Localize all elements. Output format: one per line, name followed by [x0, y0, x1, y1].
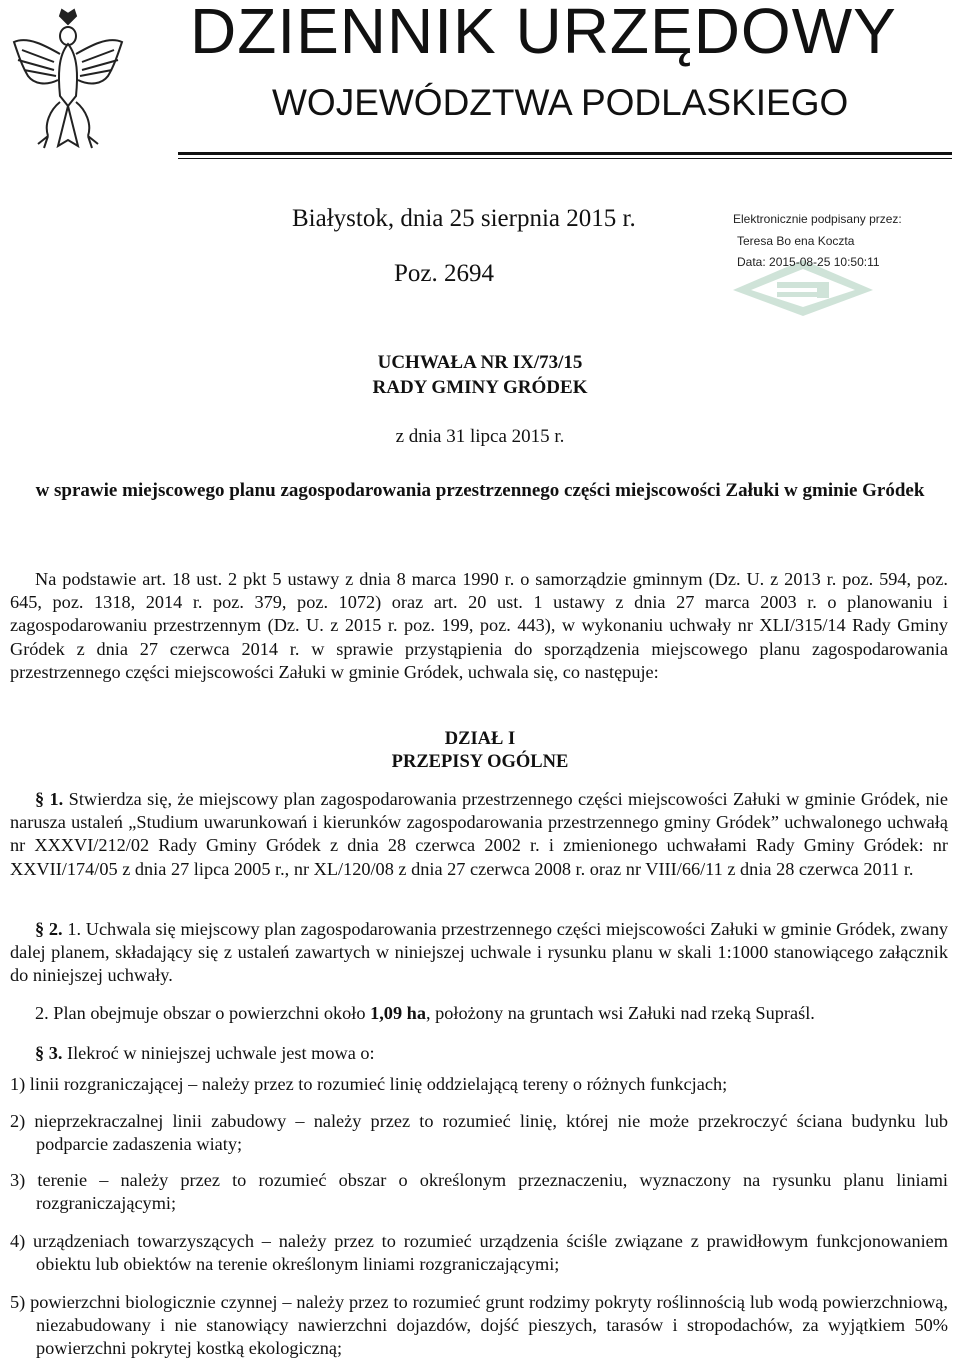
masthead-subtitle: WOJEWÓDZTWA PODLASKIEGO: [272, 82, 849, 123]
definition-item: 5) powierzchni biologicznie czynnej – należy przez to rozumieć grunt rodzimy pokryty roślinnością lub wodą powierzchniową, niezabudowany i nie stanowiący nawierzchni dojazdów, dojść pieszych, tarasów i stropodachów, za wyjątkiem 50% powierzchni pokrytej kostką ekologiczną;: [10, 1292, 948, 1359]
paragraph-2: [10, 918, 948, 988]
paragraph-3-text: Ilekroć w niniejszej uchwale jest mowa o:: [67, 1043, 375, 1063]
masthead-title: DZIENNIK URZĘDOWY: [190, 0, 897, 67]
issue-place-date: Białystok, dnia 25 sierpnia 2015 r.: [292, 205, 636, 232]
eagle-emblem-icon: [8, 6, 128, 154]
definition-item: 3) terenie – należy przez to rozumieć obszar o określonym przeznaczeniu, wyznaczony na rysunku planu liniami rozgraniczającymi;: [10, 1170, 948, 1214]
signature-signer: Teresa Bo ena Koczta: [737, 234, 855, 248]
definition-item: 4) urządzeniach towarzyszących – należy przez to rozumieć urządzenia ściśle związane z prawidłowym funkcjonowaniem obiektu lub obiektów na terenie określonym liniami rozgraniczającymi;: [10, 1231, 948, 1275]
definition-item: 2) nieprzekraczalnej linii zabudowy – należy przez to rozumieć linię, której nie może przekroczyć ściana budynku lub podparcie zadaszenia wiaty;: [10, 1111, 948, 1155]
paragraph-2-2-text-start: 2. Plan obejmuje obszar o powierzchni około: [35, 1003, 371, 1023]
section-label: DZIAŁ I: [444, 729, 516, 749]
electronic-signature: [733, 212, 955, 312]
act-title: UCHWAŁA NR IX/73/15: [377, 352, 583, 373]
paragraph-1-text: Stwierdza się, że miejscowy plan zagospodarowania przestrzennego części miejscowości Załuki w gminie Gródek, nie narusza ustaleń „Studium uwarunkowań i kierunków zagospodarowania przestrzennego gminy Gródek” uchwalonego uchwałą nr XXXVI/212/02 Rady Gminy Gródek z dnia 28 czerwca 2002 r. i zmienionego uchwałami Rady Gminy Gródek: nr XXVII/174/05 z dnia 27 lipca 2005 r., nr XL/120/08 z dnia 27 czerwca 2008 r. oraz nr VIII/66/11 z dnia 28 czerwca 2011 r.: [10, 789, 948, 879]
signature-date: Data: 2015-08-25 10:50:11: [737, 255, 880, 269]
act-date: z dnia 31 lipca 2015 r.: [395, 426, 565, 447]
paragraph-2-2-area: 1,09 ha: [370, 1003, 426, 1023]
definition-item: 1) linii rozgraniczającej – należy przez to rozumieć linię oddzielającą tereny o różnych funkcjach;: [10, 1074, 728, 1094]
signature-label: Elektronicznie podpisany przez:: [733, 212, 902, 226]
paragraph-2-2-text-end: , położony na gruntach wsi Załuki nad rzeką Supraśl.: [425, 1003, 815, 1023]
paragraph-3: [10, 1042, 948, 1065]
preamble: Na podstawie art. 18 ust. 2 pkt 5 ustawy z dnia 8 marca 1990 r. o samorządzie gminnym (Dz. U. z 2013 r. poz. 594, poz. 645, poz. 1318, 2014 r. poz. 379, poz. 1072) oraz art. 20 ust. 1 ustawy z dnia 27 marca 2003 r. o planowaniu i zagospodarowaniu przestrzennym (Dz. U. z 2015 r. poz. 199, poz. 443), w wykonaniu uchwały nr XLI/315/14 Rady Gminy Gródek z dnia 27 czerwca 2014 r. w sprawie przystąpienia do sporządzenia miejscowego planu zagospodarowania przestrzennego części miejscowości Załuki w gminie Gródek, uchwala się, co następuje:: [10, 569, 948, 682]
paragraph-2-number: § 2.: [35, 919, 63, 939]
act-issuer: RADY GMINY GRÓDEK: [372, 377, 588, 398]
paragraph-2-1-text: 1. Uchwala się miejscowy plan zagospodarowania przestrzennego części miejscowości Załuki w gminie Gródek, zwany dalej planem, składający się z ustaleń zawartych w niniejszej uchwale i rysunku planu w skali 1:1000 stanowiącego załącznik do niniejszej uchwały.: [10, 919, 948, 986]
paragraph-2-2: [10, 1002, 948, 1025]
section-name: PRZEPISY OGÓLNE: [391, 752, 569, 772]
paragraph-3-number: § 3.: [35, 1043, 63, 1063]
paragraph-1-number: § 1.: [35, 789, 64, 809]
paragraph-1: [10, 788, 948, 881]
masthead-rule: [178, 152, 952, 155]
act-subject: w sprawie miejscowego planu zagospodarowania przestrzennego części miejscowości Załuki w gminie Gródek: [35, 480, 925, 501]
issue-position: Poz. 2694: [394, 260, 494, 287]
masthead-rule-thin: [178, 158, 952, 159]
